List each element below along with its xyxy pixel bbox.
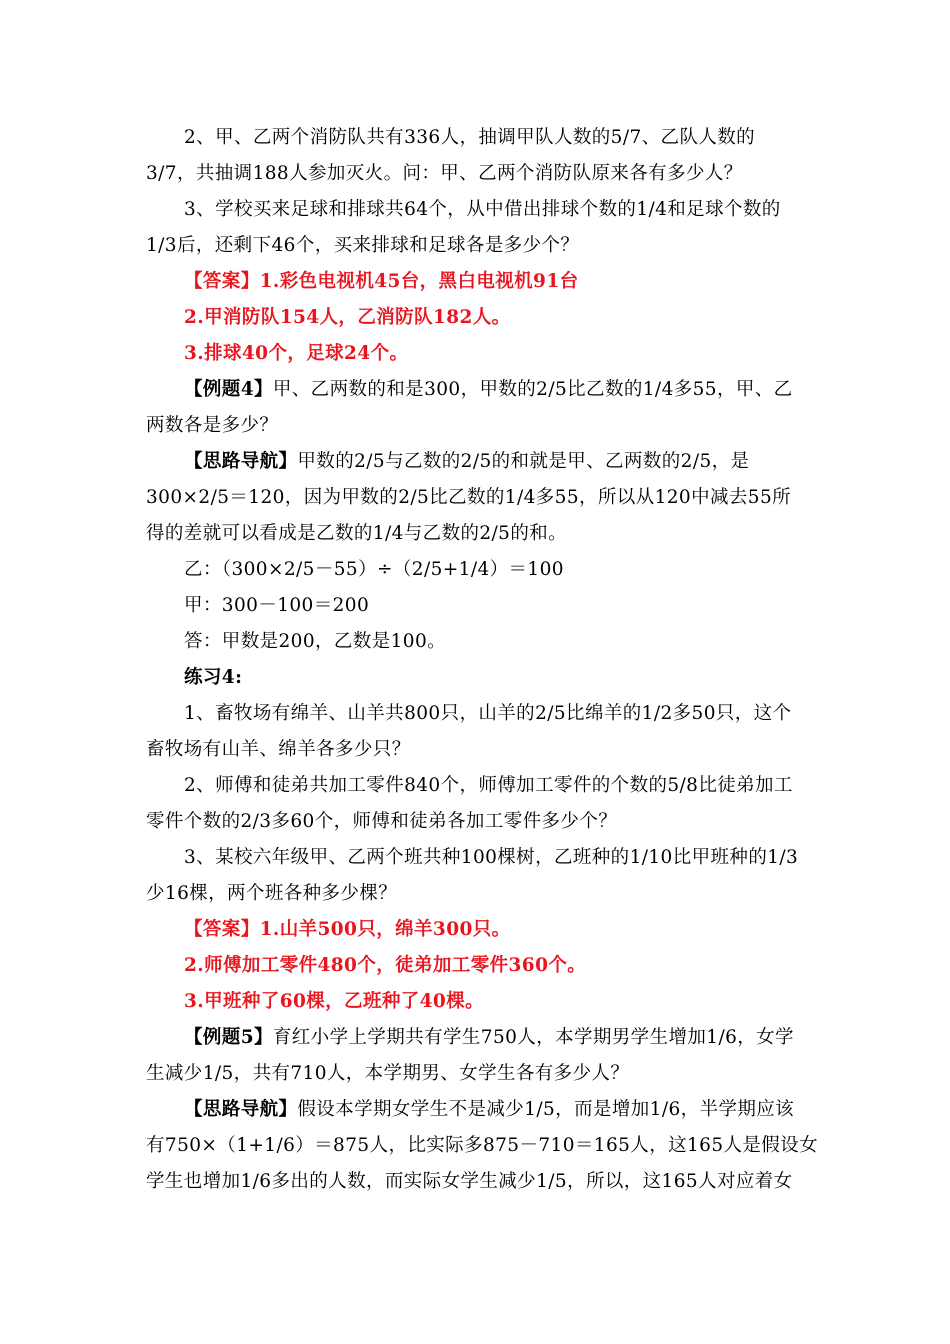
practice-4-1-line-1: 1、畜牧场有绵羊、山羊共800只，山羊的2/5比绵羊的1/2多50只，这个 (184, 703, 792, 724)
guide-5-line-2: 有750×（1+1/6）＝875人，比实际多875－710＝165人，这165人是假设女 (146, 1135, 819, 1156)
practice-4-3-line-1: 3、某校六年级甲、乙两个班共种100棵树，乙班种的1/10比甲班种的1/3 (184, 847, 799, 868)
answer-3-2: 2.甲消防队154人，乙消防队182人。 (184, 307, 511, 328)
answer-4-1: 【答案】1.山羊500只，绵羊300只。 (184, 919, 511, 940)
example-5-text: 育红小学上学期共有学生750人，本学期男学生增加1/6，女学 (272, 1027, 794, 1048)
guide-5-text: 假设本学期女学生不是减少1/5，而是增加1/6，半学期应该 (297, 1099, 795, 1120)
practice-4-2-line-2: 零件个数的2/3多60个，师傅和徒弟各加工零件多少个？ (146, 811, 618, 832)
answer-3-1: 【答案】1.彩色电视机45台，黑白电视机91台 (184, 271, 579, 292)
practice-4-1-line-2: 畜牧场有山羊、绵羊各多少只？ (146, 739, 411, 760)
example-5-label: 【例题5】 (184, 1027, 273, 1048)
guide-4-text: 甲数的2/5与乙数的2/5的和就是甲、乙两数的2/5，是 (297, 451, 750, 472)
example-4-line-1 (184, 378, 793, 402)
answer-4-2: 2.师傅加工零件480个，徒弟加工零件360个。 (184, 955, 587, 976)
exercise-3-3-line-2: 1/3后，还剩下46个，买来排球和足球各是多少个？ (146, 235, 580, 256)
guide-5-line-3: 学生也增加1/6多出的人数，而实际女学生减少1/5，所以，这165人对应着女 (146, 1171, 793, 1192)
exercise-3-2-line-1: 2、甲、乙两个消防队共有336人，抽调甲队人数的5/7、乙队人数的 (184, 127, 756, 148)
guide-4-line-2: 300×2/5＝120，因为甲数的2/5比乙数的1/4多55，所以从120中减去55所 (146, 487, 792, 508)
guide-5-line-1 (184, 1098, 794, 1122)
guide-5-label: 【思路导航】 (184, 1099, 298, 1120)
example-5-line-1 (184, 1026, 794, 1050)
practice-4-2-line-1: 2、师傅和徒弟共加工零件840个，师傅加工零件的个数的5/8比徒弟加工 (184, 775, 793, 796)
example-4-label: 【例题4】 (184, 379, 273, 400)
answer-4-3: 3.甲班种了60棵，乙班种了40棵。 (184, 991, 485, 1012)
solution-4-yi: 乙：（300×2/5－55）÷（2/5+1/4）＝100 (184, 559, 564, 580)
guide-4-line-3: 得的差就可以看成是乙数的1/4与乙数的2/5的和。 (146, 523, 568, 544)
guide-4-line-1 (184, 450, 749, 474)
example-4-line-2: 两数各是多少？ (146, 415, 279, 436)
practice-4-heading: 练习4: (184, 667, 243, 688)
solution-4-answer: 答：甲数是200，乙数是100。 (184, 631, 447, 652)
exercise-3-3-line-1: 3、学校买来足球和排球共64个，从中借出排球个数的1/4和足球个数的 (184, 199, 781, 220)
solution-4-jia: 甲：300－100＝200 (184, 595, 370, 616)
guide-4-label: 【思路导航】 (184, 451, 298, 472)
answer-3-3: 3.排球40个，足球24个。 (184, 343, 409, 364)
practice-4-3-line-2: 少16棵，两个班各种多少棵？ (146, 883, 398, 904)
example-4-text: 甲、乙两数的和是300，甲数的2/5比乙数的1/4多55，甲、乙 (272, 379, 793, 400)
exercise-3-2-line-2: 3/7，共抽调188人参加灭火。问：甲、乙两个消防队原来各有多少人？ (146, 163, 743, 184)
example-5-line-2: 生减少1/5，共有710人，本学期男、女学生各有多少人？ (146, 1063, 630, 1084)
